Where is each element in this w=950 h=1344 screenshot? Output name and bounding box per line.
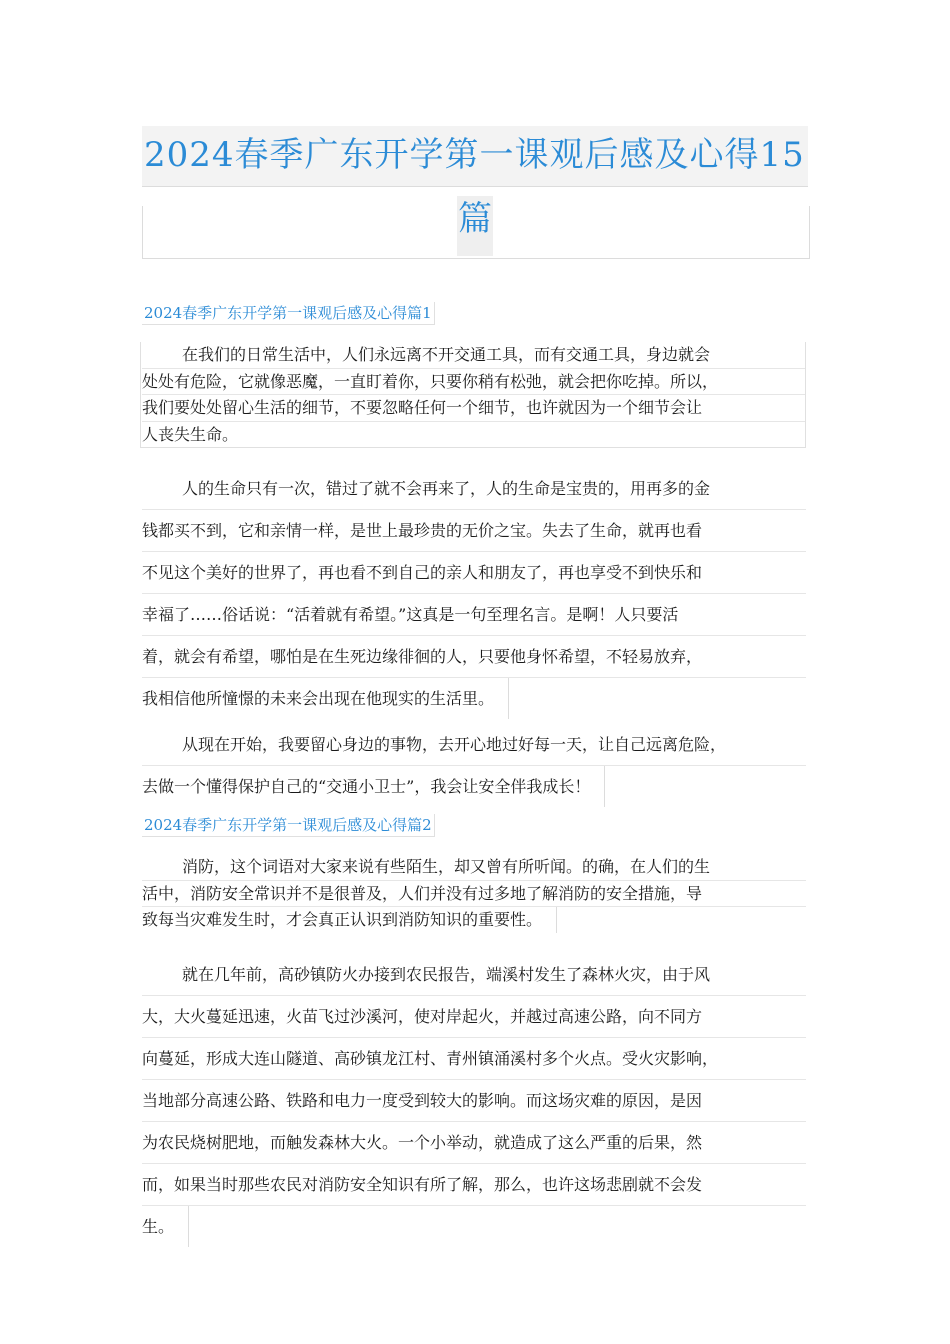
paragraph-line: 着，就会有希望，哪怕是在生死边缘徘徊的人，只要他身怀希望，不轻易放弃， bbox=[142, 636, 806, 678]
paragraph-line: 幸福了……俗话说：“活着就有希望。”这真是一句至理名言。是啊！人只要活 bbox=[142, 594, 806, 636]
document-title-line1: 2024春季广东开学第一课观后感及心得15 bbox=[144, 135, 805, 175]
paragraph bbox=[142, 342, 806, 448]
paragraph-line: 从现在开始，我要留心身边的事物，去开心地过好每一天，让自己远离危险， bbox=[142, 724, 806, 766]
paragraph-line-text: 去做一个懂得保护自己的“交通小卫士”，我会让安全伴我成长！ bbox=[142, 766, 605, 807]
paragraph-line: 在我们的日常生活中，人们永远离不开交通工具，而有交通工具，身边就会 bbox=[142, 342, 806, 369]
paragraph-line: 就在几年前，高砂镇防火办接到农民报告，端溪村发生了森林火灾，由于风 bbox=[142, 954, 806, 996]
paragraph bbox=[142, 724, 806, 807]
paragraph-line: 不见这个美好的世界了，再也看不到自己的亲人和朋友了，再也享受不到快乐和 bbox=[142, 552, 806, 594]
paragraph-line bbox=[142, 907, 806, 933]
section-heading-2: 2024春季广东开学第一课观后感及心得篇2 bbox=[142, 814, 435, 837]
paragraph-line-text: 生。 bbox=[142, 1206, 189, 1247]
paragraph bbox=[142, 954, 806, 1247]
document-title bbox=[142, 126, 808, 187]
paragraph-line: 向蔓延，形成大连山隧道、高砂镇龙江村、青州镇涌溪村多个火点。受火灾影响， bbox=[142, 1038, 806, 1080]
paragraph-line bbox=[142, 1206, 806, 1247]
paragraph-line: 处处有危险，它就像恶魔，一直盯着你，只要你稍有松弛，就会把你吃掉。所以， bbox=[142, 369, 806, 396]
paragraph-line-text: 致每当灾难发生时，才会真正认识到消防知识的重要性。 bbox=[142, 907, 557, 933]
paragraph-line: 我们要处处留心生活的细节，不要忽略任何一个细节，也许就因为一个细节会让 bbox=[142, 395, 806, 422]
paragraph-line: 人丧失生命。 bbox=[142, 422, 806, 449]
paragraph-line bbox=[142, 678, 806, 719]
paragraph-line-text: 我相信他所憧憬的未来会出现在他现实的生活里。 bbox=[142, 678, 509, 719]
paragraph-line: 消防，这个词语对大家来说有些陌生，却又曾有所听闻。的确，在人们的生 bbox=[142, 854, 806, 881]
paragraph-line: 大，大火蔓延迅速，火苗飞过沙溪河，使对岸起火，并越过高速公路，向不同方 bbox=[142, 996, 806, 1038]
document-title-line2: 篇 bbox=[457, 196, 493, 256]
paragraph bbox=[142, 854, 806, 933]
paragraph-line: 而，如果当时那些农民对消防安全知识有所了解，那么，也许这场悲剧就不会发 bbox=[142, 1164, 806, 1206]
section-heading-1: 2024春季广东开学第一课观后感及心得篇1 bbox=[142, 302, 435, 325]
paragraph-line: 钱都买不到，它和亲情一样，是世上最珍贵的无价之宝。失去了生命，就再也看 bbox=[142, 510, 806, 552]
paragraph bbox=[142, 468, 806, 719]
paragraph-line: 当地部分高速公路、铁路和电力一度受到较大的影响。而这场灾难的原因，是因 bbox=[142, 1080, 806, 1122]
paragraph-line bbox=[142, 766, 806, 807]
paragraph-line: 活中，消防安全常识并不是很普及，人们并没有过多地了解消防的安全措施，导 bbox=[142, 881, 806, 908]
paragraph-line: 为农民烧树肥地，而触发森林大火。一个小举动，就造成了这么严重的后果，然 bbox=[142, 1122, 806, 1164]
paragraph-line: 人的生命只有一次，错过了就不会再来了，人的生命是宝贵的，用再多的金 bbox=[142, 468, 806, 510]
